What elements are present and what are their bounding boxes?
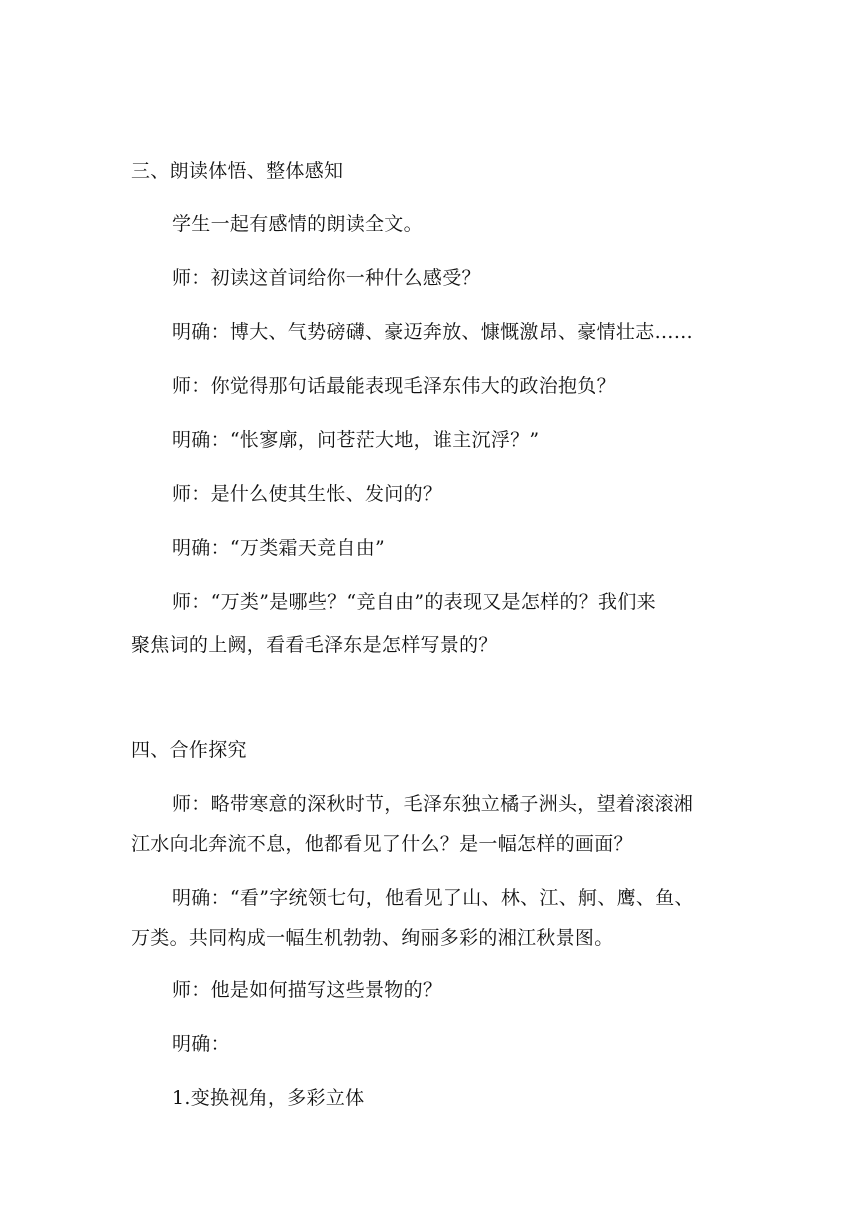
paragraph: 师：你觉得那句话最能表现毛泽东伟大的政治抱负？ bbox=[172, 375, 616, 397]
paragraph-line: 聚焦词的上阙，看看毛泽东是怎样写景的？ bbox=[131, 634, 498, 656]
paragraph: 明确： bbox=[172, 1033, 230, 1055]
section-heading-4: 四、合作探究 bbox=[131, 739, 247, 761]
paragraph: 明确：博大、气势磅礴、豪迈奔放、慷慨激昂、豪情壮志…… bbox=[172, 321, 694, 343]
paragraph: 师：他是如何描写这些景物的？ bbox=[172, 979, 443, 1001]
section-heading-3: 三、朗读体悟、整体感知 bbox=[131, 160, 344, 182]
paragraph-line: 明确：“看”字统领七句，他看见了山、林、江、舸、鹰、鱼、 bbox=[172, 887, 694, 909]
paragraph: 师：是什么使其生怅、发问的？ bbox=[172, 483, 443, 505]
paragraph-line: 万类。共同构成一幅生机勃勃、绚丽多彩的湘江秋景图。 bbox=[131, 927, 614, 949]
paragraph-line: 师：“万类”是哪些？“竞自由”的表现又是怎样的？我们来 bbox=[172, 591, 656, 613]
paragraph: 明确：“万类霜天竞自由” bbox=[172, 537, 386, 559]
paragraph: 学生一起有感情的朗读全文。 bbox=[172, 213, 423, 235]
paragraph: 明确：“怅寥廓，问苍茫大地，谁主沉浮？” bbox=[172, 429, 540, 451]
paragraph: 师：初读这首词给你一种什么感受？ bbox=[172, 267, 481, 289]
paragraph-line: 师：略带寒意的深秋时节，毛泽东独立橘子洲头，望着滚滚湘 bbox=[172, 793, 694, 815]
list-item: 1.变换视角，多彩立体 bbox=[172, 1087, 365, 1109]
paragraph-line: 江水向北奔流不息，他都看见了什么？是一幅怎样的画面？ bbox=[131, 833, 633, 855]
